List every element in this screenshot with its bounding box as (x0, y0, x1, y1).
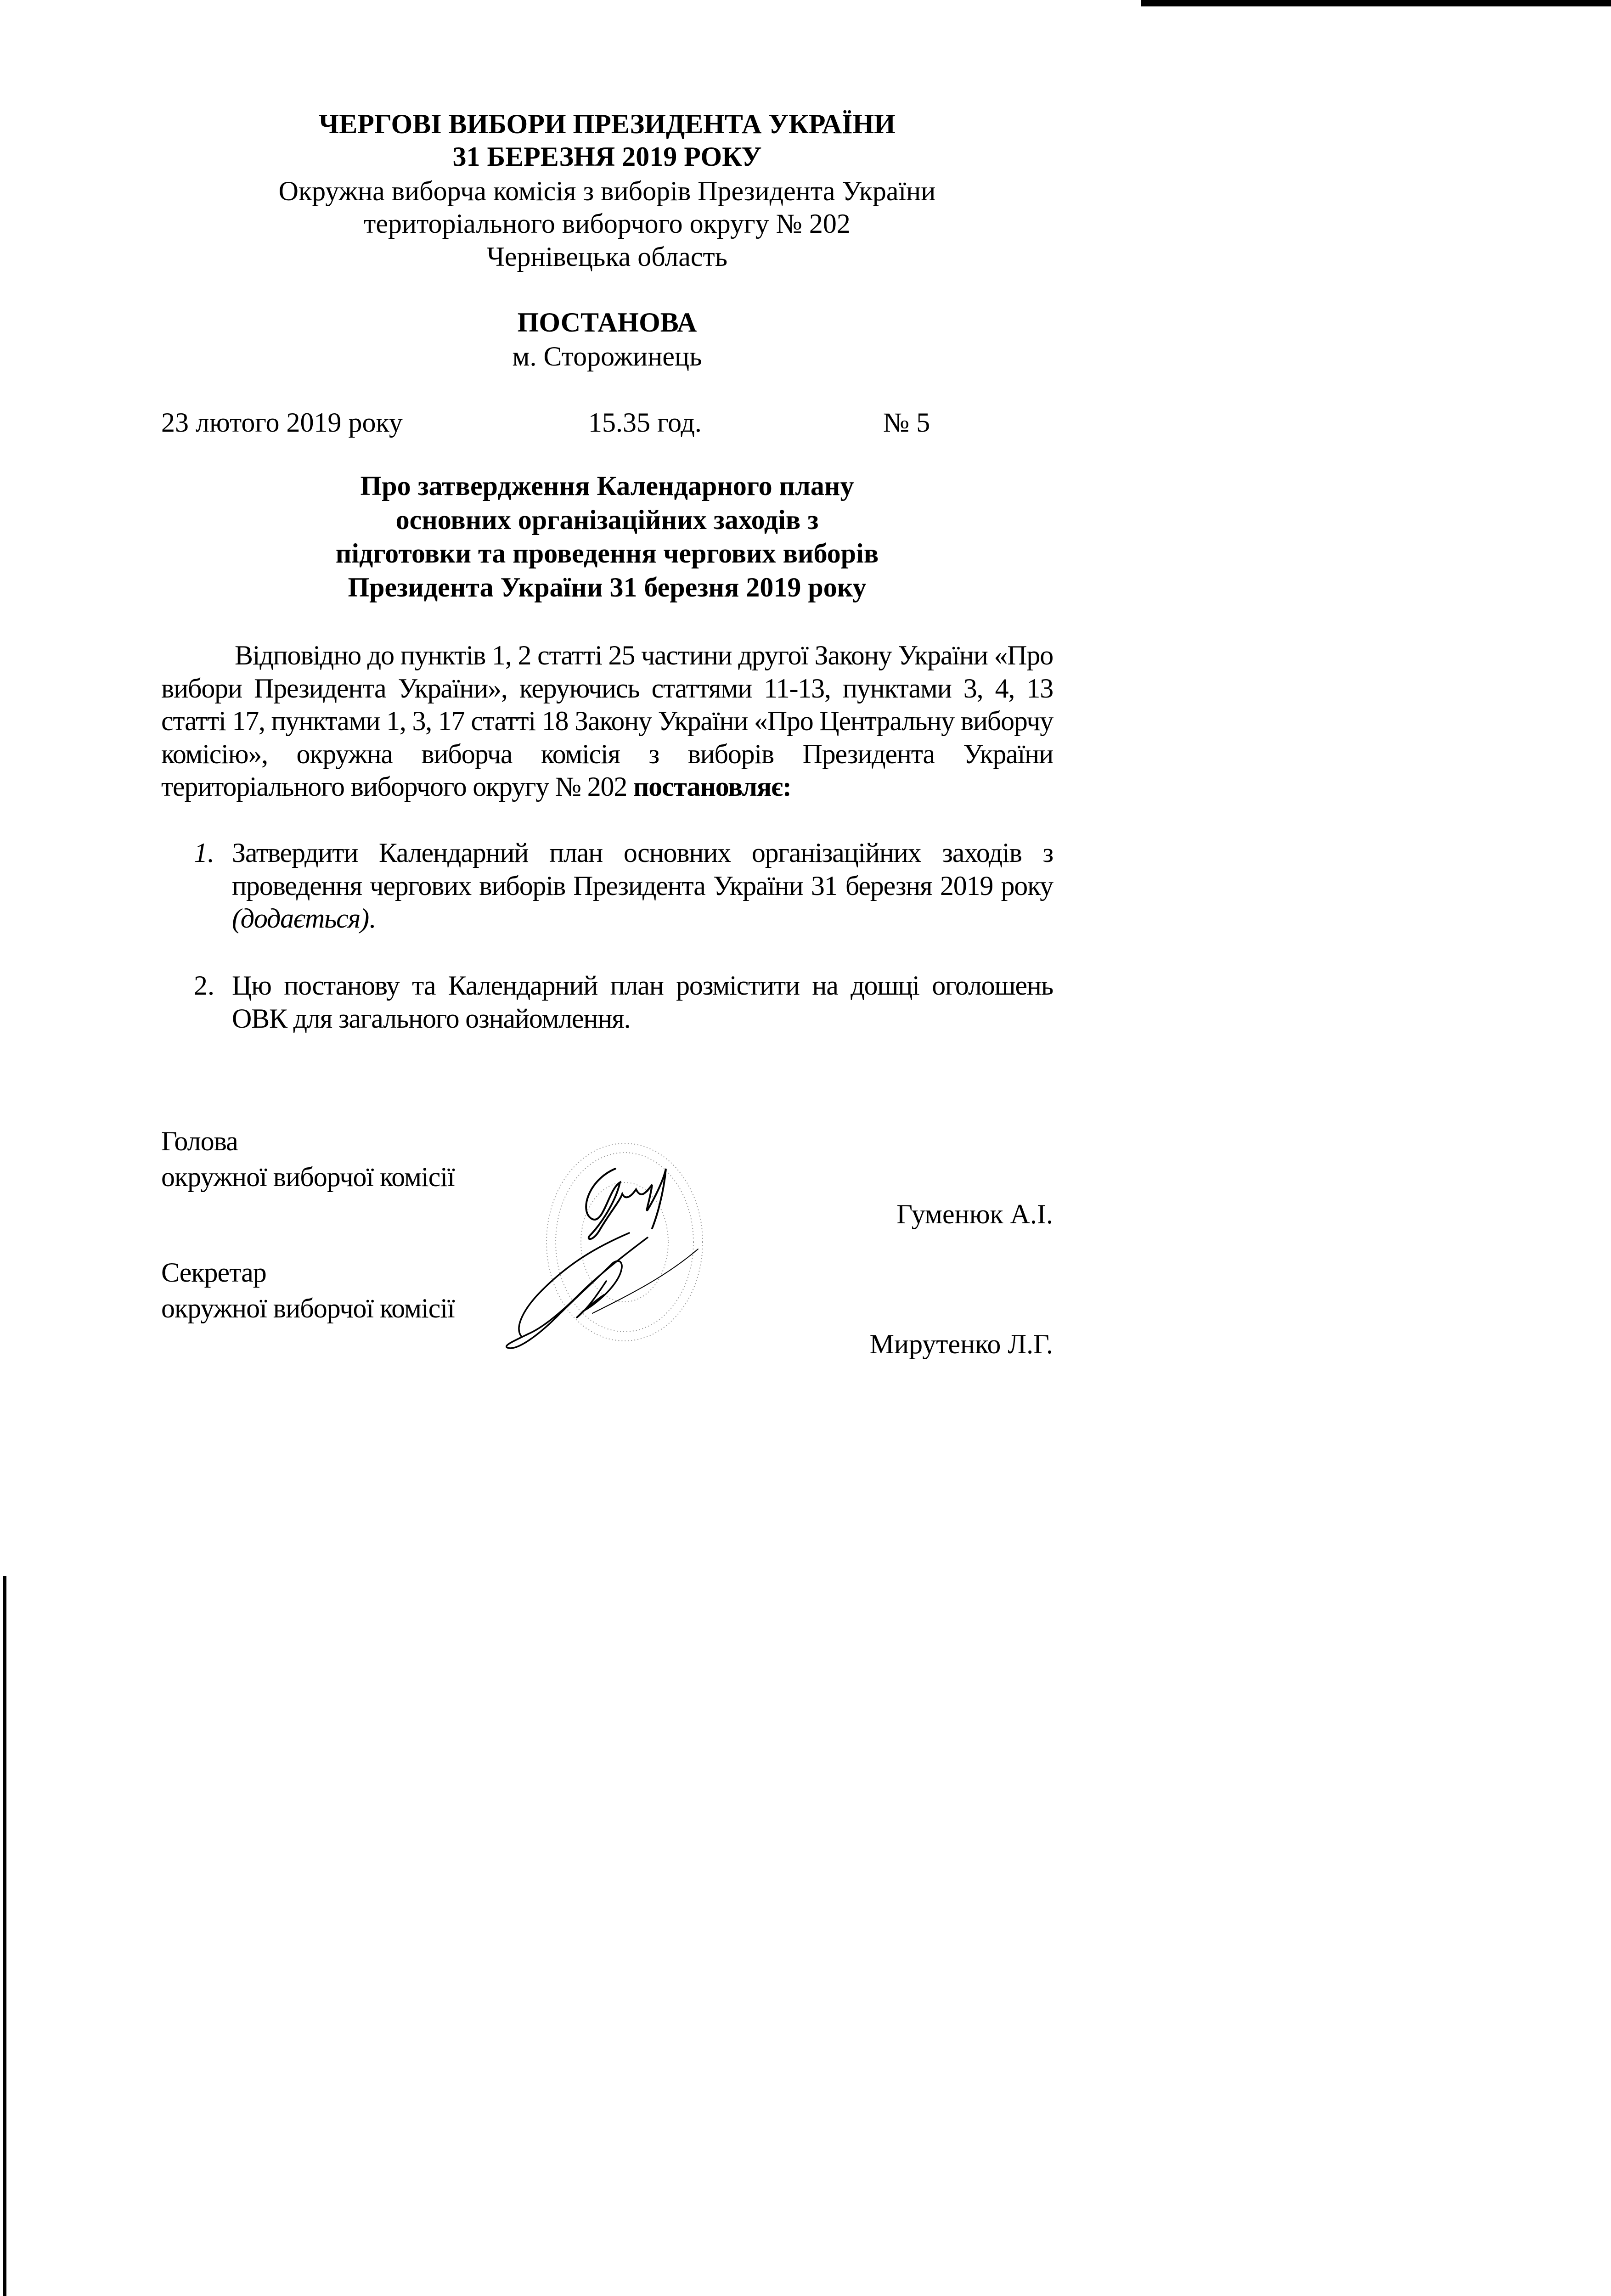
subject-line: підготовки та проведення чергових виборів (335, 538, 879, 568)
subject-line: Президента України 31 березня 2019 року (348, 572, 867, 602)
signature-chairman (586, 1169, 666, 1239)
item-number: 2. (194, 970, 214, 1001)
district-name: територіального виборчого округу № 202 (364, 208, 851, 239)
chairman-name: Гуменюк А.І. (896, 1199, 1053, 1229)
chairman-title-line2: окружної виборчої комісії (161, 1162, 455, 1192)
seal-stamp (546, 1143, 703, 1341)
document-time: 15.35 год. (588, 407, 702, 438)
secretary-title (161, 1255, 455, 1326)
scan-edge-top (1141, 0, 1611, 6)
secretary-name: Мирутенко Л.Г. (869, 1329, 1053, 1359)
official-seal-with-signatures (482, 1125, 804, 1401)
chairman-title (161, 1123, 455, 1195)
preamble-text: Відповідно до пунктів 1, 2 статті 25 частини другої Закону України «Про вибори Президента України», керуючись статтями 11-13, пунктами 3, 4, 13 статті 17, пунктами 1, 3, 17 статті 18 Закону України «Про Центральну виборчу комісію», окружна виборча комісія з виборів Президента України територіального виборчого округу № 202 (161, 640, 1053, 802)
document-type: ПОСТАНОВА (517, 307, 697, 338)
commission-name: Окружна виборча комісія з виборів Президента України (278, 176, 936, 206)
secretary-title-line1: Секретар (161, 1257, 266, 1288)
item-suffix: . (369, 903, 375, 934)
scan-edge-left (3, 1576, 6, 2296)
preamble-paragraph (161, 639, 1053, 804)
resolution-item (184, 969, 1053, 1035)
resolution-item (184, 837, 1053, 935)
item-number: 1. (194, 838, 214, 868)
election-date-title: 31 БЕРЕЗНЯ 2019 РОКУ (452, 141, 762, 172)
document-meta-row (161, 406, 1053, 439)
chairman-title-line1: Голова (161, 1126, 238, 1156)
subject-line: Про затвердження Календарного плану (360, 471, 854, 501)
region-name: Чернівецька область (486, 242, 728, 272)
document-date: 23 лютого 2019 року (161, 407, 403, 438)
election-title: ЧЕРГОВІ ВИБОРИ ПРЕЗИДЕНТА УКРАЇНИ (319, 109, 896, 139)
subject-line: основних організаційних заходів з (395, 504, 819, 535)
secretary-title-line2: окружної виборчої комісії (161, 1293, 455, 1323)
document-subject (161, 469, 1053, 604)
document-number: № 5 (883, 407, 930, 438)
item-text: Затвердити Календарний план основних організаційних заходів з проведення чергових виборів Президента України 31 березня 2019 року (232, 838, 1053, 901)
city-name: м. Сторожинець (512, 341, 702, 371)
signature-secretary (507, 1233, 698, 1348)
item-note: (додається) (232, 903, 369, 934)
item-text: Цю постанову та Календарний план розмістити на дошці оголошень ОВК для загального ознайомлення. (232, 970, 1053, 1034)
resolves-label: постановляє: (633, 771, 791, 802)
